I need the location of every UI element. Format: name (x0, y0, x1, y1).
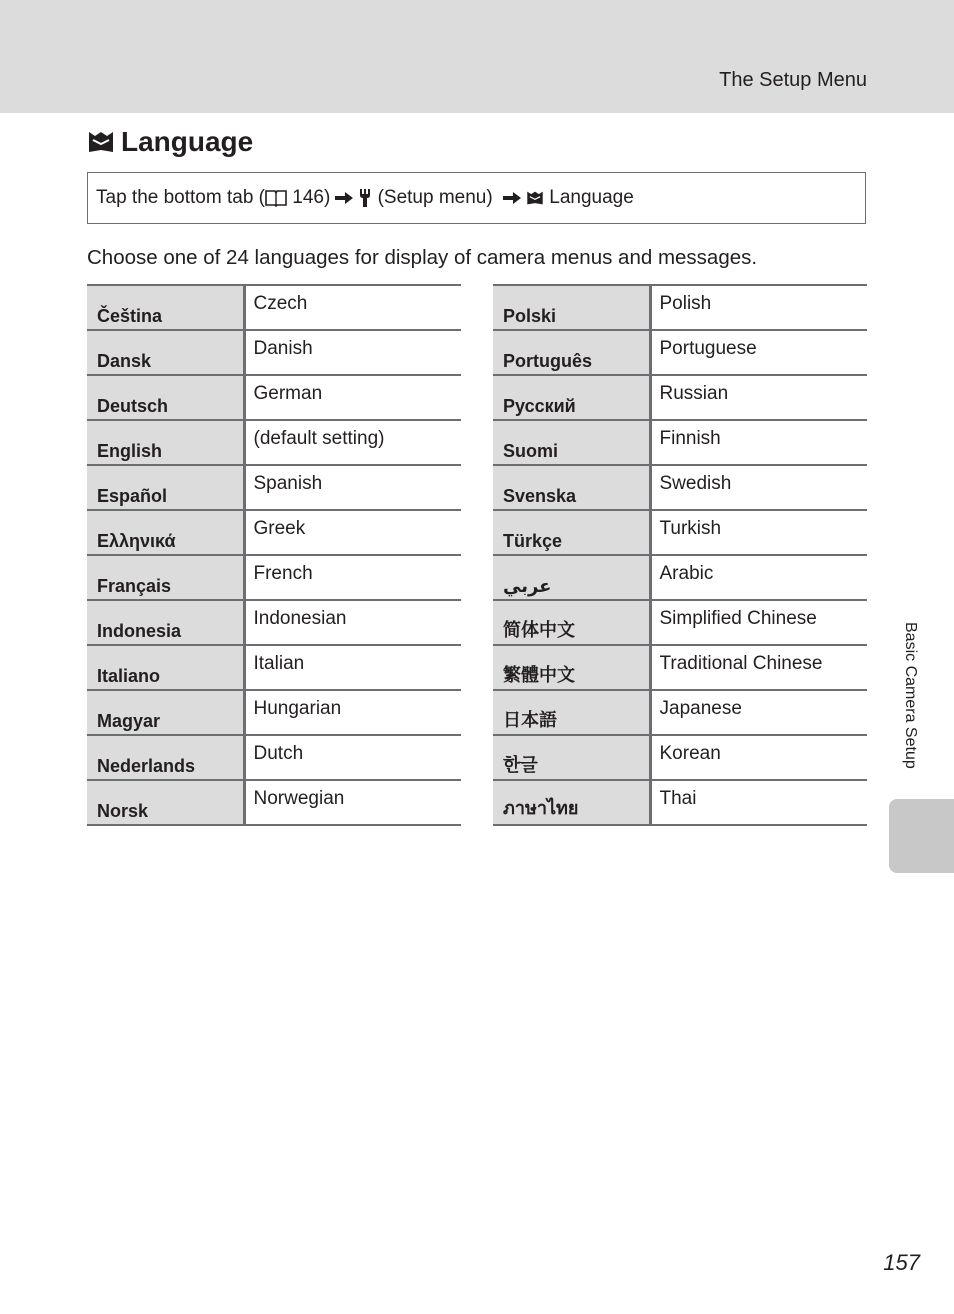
language-native-name: Suomi (493, 420, 650, 465)
language-row (493, 645, 867, 690)
language-row (87, 465, 461, 510)
arrow-right-icon (502, 190, 522, 206)
language-native-name: Русский (493, 375, 650, 420)
language-english-name: Polish (650, 285, 867, 330)
language-native-name: Español (87, 465, 244, 510)
language-row (493, 600, 867, 645)
language-english-name: French (244, 555, 461, 600)
language-english-name: Thai (650, 780, 867, 825)
header-band (0, 0, 954, 113)
language-native-name: Indonesia (87, 600, 244, 645)
language-row (493, 780, 867, 825)
language-native-name: Ελληνικά (87, 510, 244, 555)
language-native-name: Čeština (87, 285, 244, 330)
language-native-name: ภาษาไทย (493, 780, 650, 825)
menu-path-page-ref: 146) (287, 187, 331, 208)
wrench-icon (358, 188, 372, 208)
language-native-name: Italiano (87, 645, 244, 690)
menu-path-box (87, 172, 866, 224)
language-native-name: Polski (493, 285, 650, 330)
language-row (493, 465, 867, 510)
language-english-name: Simplified Chinese (650, 600, 867, 645)
language-table-right (493, 284, 867, 826)
language-english-name: Russian (650, 375, 867, 420)
language-english-name: Finnish (650, 420, 867, 465)
section-title (87, 124, 253, 160)
language-native-name: Svenska (493, 465, 650, 510)
language-native-name: Deutsch (87, 375, 244, 420)
language-row (493, 420, 867, 465)
side-thumb-tab (889, 799, 954, 873)
language-native-name: English (87, 420, 244, 465)
language-row (493, 555, 867, 600)
language-row (87, 735, 461, 780)
language-native-name: Nederlands (87, 735, 244, 780)
language-english-name: Japanese (650, 690, 867, 735)
language-native-name: 한글 (493, 735, 650, 780)
language-row (493, 690, 867, 735)
language-row (87, 600, 461, 645)
language-english-name: Czech (244, 285, 461, 330)
language-native-name: 繁體中文 (493, 645, 650, 690)
language-native-name: عربي (493, 555, 650, 600)
language-row (87, 690, 461, 735)
language-native-name: Norsk (87, 780, 244, 825)
arrow-right-icon (334, 190, 354, 206)
language-row (493, 375, 867, 420)
language-english-name: Dutch (244, 735, 461, 780)
language-row (87, 330, 461, 375)
language-english-name: Hungarian (244, 690, 461, 735)
language-row (87, 780, 461, 825)
language-row (493, 510, 867, 555)
language-row (493, 735, 867, 780)
language-english-name: Greek (244, 510, 461, 555)
language-english-name: Norwegian (244, 780, 461, 825)
page-number: 157 (883, 1250, 920, 1275)
menu-path-text-3: Language (543, 187, 634, 208)
menu-path-text-1: Tap the bottom tab ( (96, 187, 265, 208)
language-native-name: Türkçe (493, 510, 650, 555)
language-row (87, 420, 461, 465)
language-row (87, 285, 461, 330)
language-native-name: Dansk (87, 330, 244, 375)
language-english-name: German (244, 375, 461, 420)
language-row (493, 285, 867, 330)
language-icon (526, 189, 544, 207)
book-icon (265, 189, 287, 207)
language-english-name: Arabic (650, 555, 867, 600)
language-native-name: Magyar (87, 690, 244, 735)
language-english-name: (default setting) (244, 420, 461, 465)
language-english-name: Traditional Chinese (650, 645, 867, 690)
section-title-text: Language (121, 126, 254, 157)
language-native-name: Français (87, 555, 244, 600)
language-native-name: 简体中文 (493, 600, 650, 645)
side-tab-label: Basic Camera Setup (902, 622, 919, 769)
menu-path-text-2: (Setup menu) (372, 187, 498, 208)
language-row (87, 510, 461, 555)
language-english-name: Danish (244, 330, 461, 375)
language-row (493, 330, 867, 375)
language-english-name: Indonesian (244, 600, 461, 645)
language-english-name: Korean (650, 735, 867, 780)
language-english-name: Swedish (650, 465, 867, 510)
language-icon (87, 128, 115, 156)
language-english-name: Spanish (244, 465, 461, 510)
language-native-name: 日本語 (493, 690, 650, 735)
language-english-name: Portuguese (650, 330, 867, 375)
language-row (87, 555, 461, 600)
language-row (87, 645, 461, 690)
language-native-name: Português (493, 330, 650, 375)
running-header: The Setup Menu (719, 69, 867, 91)
language-english-name: Turkish (650, 510, 867, 555)
language-english-name: Italian (244, 645, 461, 690)
language-table-left (87, 284, 461, 826)
language-row (87, 375, 461, 420)
intro-paragraph: Choose one of 24 languages for display of camera menus and messages. (87, 246, 758, 269)
